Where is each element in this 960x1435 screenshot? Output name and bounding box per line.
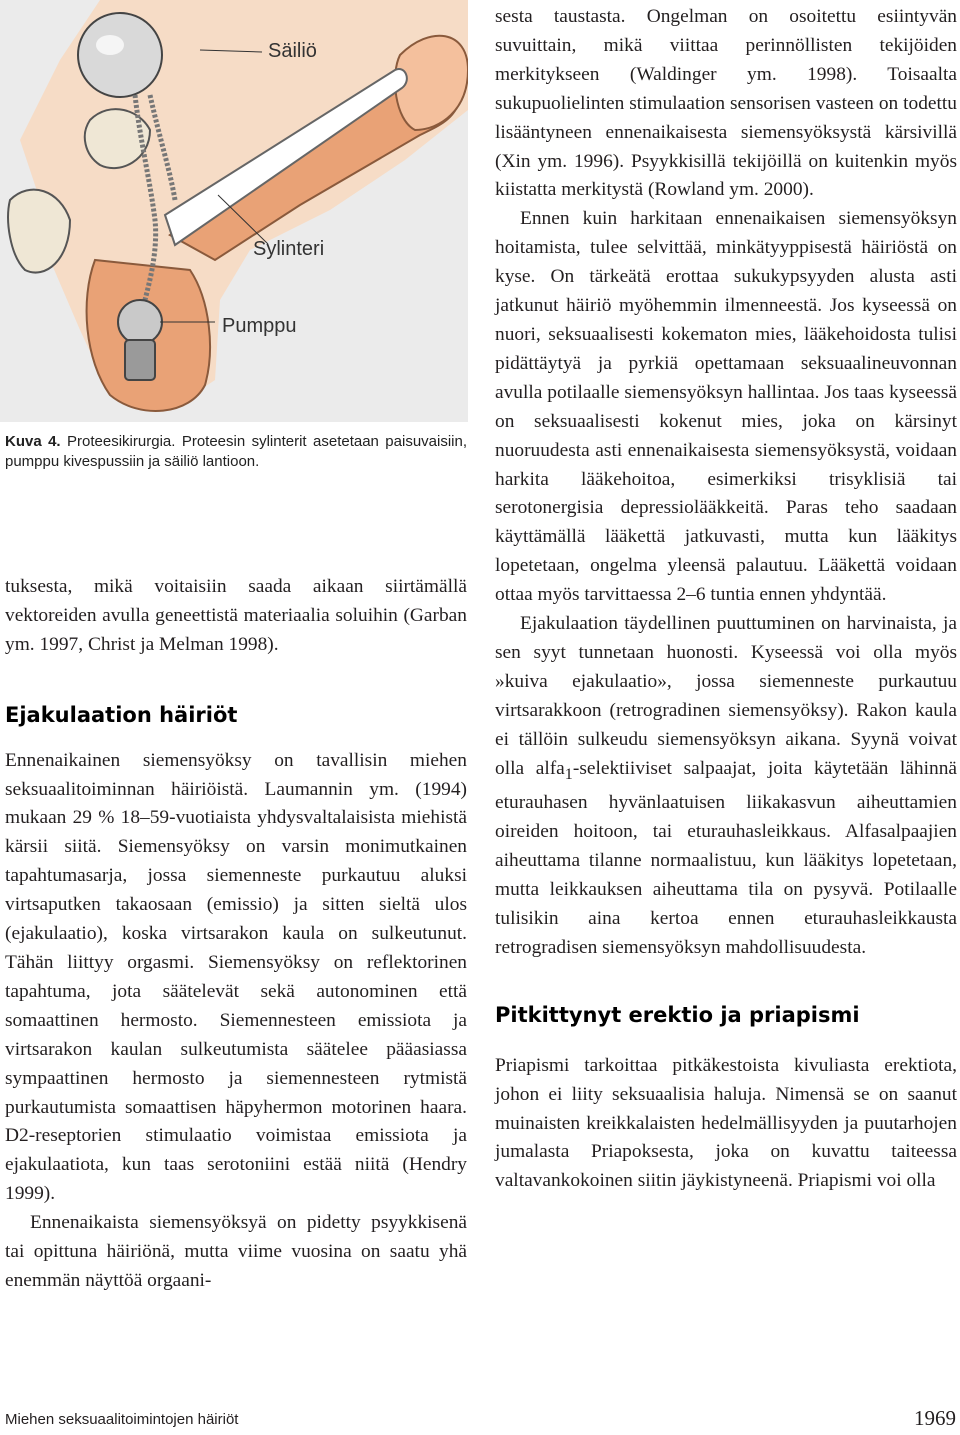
right-paragraph-1: sesta taustasta. Ongelman on osoitettu esiintyvän suvuittain, mikä viittaa perinnöllisten tekijöiden merkitykseen (Waldinger ym. 1998). Toisaalta sukupuolielinten stimulaation sensorisen vasteen on todettu lisääntyneen ennenaikaisesta siemensyöksystä kärsivillä (Xin ym. 1996). Psyykkisillä tekijöillä on kuitenkin myös kiistatta merkitystä (Rowland ym. 2000).	[495, 6, 957, 201]
caption-text: Proteesikirurgia. Proteesin sylinterit asetetaan paisuvaisiin, pumppu kivespussiin ja säiliö lantioon.	[5, 433, 468, 470]
right-paragraph-2: Ennen kuin harkitaan ennenaikaisen siemensyöksyn hoitamista, tulee selvittää, minkätyyppisestä häiriöstä on kyse. On tärkeätä erottaa sukukypsyyden alusta asti jatkunut häiriö myöhemmin ilmenneestä. Jos kyseessä on nuori, seksuaalisesti kokematon mies, lääkehoidosta tulisi pidättäytyä ja pyrkiä opettamaan seksuaalineuvonnan avulla potilaalle siemensyöksyn hallintaa. Jos taas kyseessä on seksuaalisesti kokenut mies, joka on kärsinyt nuoruudesta asti ennenaikaisesta siemensyöksystä, voidaan harkita lääkehoitoa, esimerkiksi trisyklisiä tai serotonergisia depressiolääkkeitä. Paras teho saadaan käyttämällä lääkettä jatkuvasti, mutta kun lääkitys lopetetaan, ongelma yleensä palautuu. Lääkettä voidaan ottaa myös tarvittaessa 2–6 tuntia ennen yhdyntää.	[495, 208, 957, 606]
subscript-one: 1	[564, 765, 573, 783]
section-heading-ejaculation: Ejakulaation häiriöt	[5, 702, 238, 727]
section-heading-priapism: Pitkittynyt erektio ja priapismi	[495, 1002, 860, 1027]
figure-illustration	[0, 0, 468, 422]
right-paragraph-3-part-b: -selektiiviset salpaajat, joita käytetään lähinnä eturauhasen hyvänlaatuisen liikakasvun aiheuttamien oireiden hoitoon, tai eturauhasleikkaus. Alfasalpaajien aiheuttama tilanne normaalistuu, kun lääkitys lopetetaan, mutta leikkauksen aiheuttama tila on pysyvä. Potilaalle tulisikin aina kertoa ennen eturauhasleikkausta retrogradisen siemensyöksyn mahdollisuudesta.	[495, 757, 957, 958]
page-number: 1969	[914, 1406, 956, 1430]
right-paragraph-4: Priapismi tarkoittaa pitkäkestoista kivuliasta erektiota, johon ei liity seksuaalisia haluja. Nimensä se on saanut muinaisten kreikkalaisten hedelmällisyyden ja puutarhojen jumalasta Priapoksesta, joka on kuvattu taiteessa valtavankokoinen siitin jäykistyneenä. Priapismi voi olla	[495, 1054, 957, 1192]
right-paragraph-3	[495, 610, 957, 963]
label-pump: Pumppu	[222, 315, 297, 337]
prosthesis-illustration	[0, 0, 468, 422]
left-paragraph-3: Ennenaikaista siemensyöksyä on pidetty psyykkisenä tai opittuna häiriönä, mutta viime vuosina on saatu yhä enemmän näyttöä orgaani-	[5, 1212, 467, 1291]
left-paragraph-1: tuksesta, mikä voitaisiin saada aikaan siirtämällä vektoreiden avulla geneettistä materiaalia soluihin (Garban ym. 1997, Christ ja Melman 1998).	[5, 576, 467, 655]
right-column	[495, 3, 957, 1196]
left-paragraph-2: Ennenaikainen siemensyöksy on tavallisin miehen seksuaalitoiminnan häiriöistä. Laumannin ym. (1994) mukaan 29 % 18–59-vuotiaista yhdysvaltalaisista miehistä kärsii siitä. Siemensyöksy on varsin monimutkainen tapahtumasarja, jossa siemenneste purkautuu aluksi virtsaputken takaosaan (emissio) ja sitten sieltä ulos (ejakulaatio), koska virtsarakon kaula on sulkeutunut. Tähän liittyy orgasmi. Siemensyöksy on reflektorinen tapahtuma, jota säätelevät sekä autonominen että somaattinen hermosto. Siemennesteen emissiota ja virtsarakon kaulan sulkeutumista säätelee pääasiassa sympaattinen hermosto ja siemennesteen rytmistä purkautumista somaattisen häpyhermon motorinen haara. D2-reseptorien stimulaatio voimistaa emissiota ja ejakulaatiota, kun taas serotoniini estää niitä (Hendry 1999).	[5, 749, 467, 1205]
pump-shape	[118, 300, 162, 344]
caption-prefix: Kuva 4.	[5, 433, 61, 450]
running-title: Miehen seksuaalitoimintojen häiriöt	[5, 1411, 239, 1428]
reservoir-shape	[78, 13, 162, 97]
label-reservoir: Säiliö	[268, 40, 317, 62]
right-paragraph-3-part-a: Ejakulaation täydellinen puuttuminen on harvinaista, ja sen syyt tunnetaan huonosti. Kyseessä voi olla myös »kuiva ejakulaatio», jossa siemenneste purkautuu virtsarakkoon (retrogradinen siemensyöksy). Rakon kaula ei tällöin sulkeudu siemensyöksyn aikana. Syynä voivat olla alfa	[495, 613, 957, 779]
label-cylinder: Sylinteri	[253, 238, 325, 260]
figure-caption	[5, 432, 467, 472]
left-column	[5, 573, 467, 1296]
